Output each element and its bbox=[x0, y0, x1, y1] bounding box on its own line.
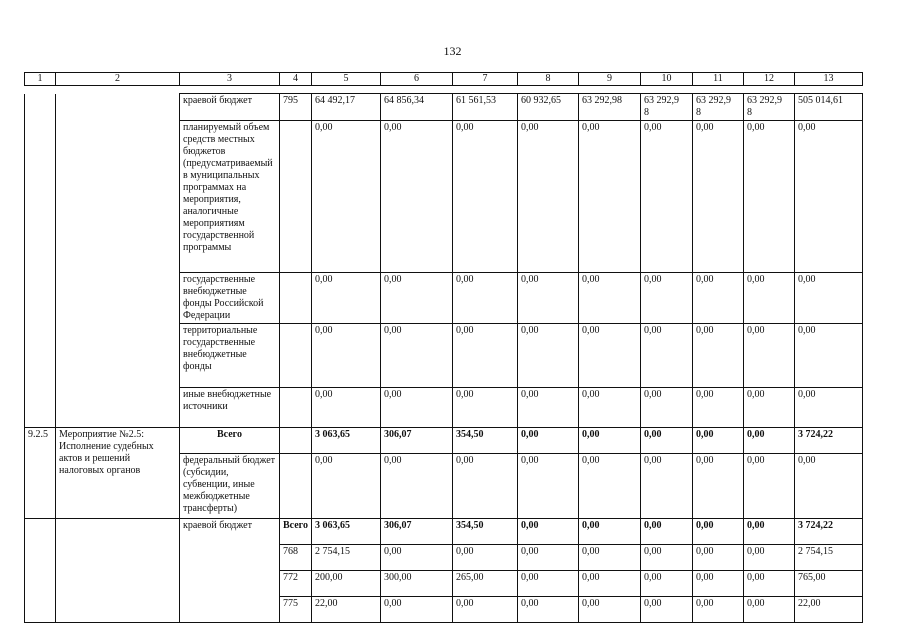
cell-value: 0,00 bbox=[579, 428, 641, 454]
cell-value: 63 292,9 8 bbox=[744, 94, 795, 121]
cell-value: 0,00 bbox=[795, 454, 863, 519]
cell-code: 772 bbox=[280, 571, 312, 597]
cell-value: 0,00 bbox=[453, 597, 518, 623]
cell-value: 0,00 bbox=[453, 454, 518, 519]
cell-source: государственные внебюджетные фонды Российской Федерации bbox=[180, 273, 280, 324]
cell-value: 0,00 bbox=[744, 428, 795, 454]
column-number-cell: 5 bbox=[312, 73, 381, 86]
column-number-cell: 4 bbox=[280, 73, 312, 86]
cell-value: 0,00 bbox=[641, 571, 693, 597]
cell-value: 2 754,15 bbox=[312, 545, 381, 571]
cell-value: 0,00 bbox=[518, 273, 579, 324]
cell-value: 3 724,22 bbox=[795, 428, 863, 454]
cell-source: планируемый объем средств местных бюджетов (предусматриваемый в муниципальных программах на мероприятия, аналогичные мероприятиям государственной программы bbox=[180, 121, 280, 273]
cell-value: 0,00 bbox=[381, 121, 453, 273]
cell-value: 3 063,65 bbox=[312, 428, 381, 454]
cell-value: 0,00 bbox=[693, 273, 744, 324]
cell-value: 0,00 bbox=[381, 545, 453, 571]
cell-value: 0,00 bbox=[453, 545, 518, 571]
cell-value: 0,00 bbox=[518, 454, 579, 519]
cell-value: 0,00 bbox=[693, 121, 744, 273]
cell-code bbox=[280, 388, 312, 428]
cell-value: 0,00 bbox=[579, 519, 641, 545]
cell-value: 0,00 bbox=[312, 121, 381, 273]
cell-value: 0,00 bbox=[693, 324, 744, 388]
cell-code bbox=[280, 428, 312, 454]
column-number-cell: 9 bbox=[579, 73, 641, 86]
cell-value: 64 856,34 bbox=[381, 94, 453, 121]
cell-value: 0,00 bbox=[579, 454, 641, 519]
cell-value: 64 492,17 bbox=[312, 94, 381, 121]
cell-value: 0,00 bbox=[744, 121, 795, 273]
cell-value: 306,07 bbox=[381, 428, 453, 454]
cell-number-empty bbox=[25, 519, 56, 623]
cell-value: 300,00 bbox=[381, 571, 453, 597]
cell-value: 0,00 bbox=[693, 454, 744, 519]
cell-value: 0,00 bbox=[312, 454, 381, 519]
cell-measure-name: Мероприятие №2.5: Исполнение судебных актов и решений налоговых органов bbox=[56, 428, 180, 519]
cell-value: 22,00 bbox=[795, 597, 863, 623]
cell-value: 3 063,65 bbox=[312, 519, 381, 545]
column-number-cell: 12 bbox=[744, 73, 795, 86]
cell-name-empty bbox=[56, 94, 180, 428]
cell-number-empty bbox=[25, 94, 56, 428]
cell-value: 0,00 bbox=[693, 428, 744, 454]
cell-value: 0,00 bbox=[453, 273, 518, 324]
column-number-cell: 6 bbox=[381, 73, 453, 86]
cell-value: 0,00 bbox=[641, 324, 693, 388]
cell-source: Всего bbox=[180, 428, 280, 454]
cell-value: 354,50 bbox=[453, 519, 518, 545]
cell-code: Всего bbox=[280, 519, 312, 545]
cell-name-empty bbox=[56, 519, 180, 623]
cell-value: 265,00 bbox=[453, 571, 518, 597]
cell-value: 306,07 bbox=[381, 519, 453, 545]
cell-value: 0,00 bbox=[795, 273, 863, 324]
cell-value: 0,00 bbox=[518, 545, 579, 571]
column-number-cell: 13 bbox=[795, 73, 863, 86]
table-row bbox=[25, 519, 863, 545]
cell-value: 61 561,53 bbox=[453, 94, 518, 121]
cell-value: 0,00 bbox=[744, 545, 795, 571]
cell-value: 0,00 bbox=[795, 121, 863, 273]
cell-value: 0,00 bbox=[381, 454, 453, 519]
cell-source: территориальные государственные внебюджетные фонды bbox=[180, 324, 280, 388]
cell-value: 0,00 bbox=[641, 454, 693, 519]
cell-value: 2 754,15 bbox=[795, 545, 863, 571]
cell-value: 0,00 bbox=[744, 519, 795, 545]
table-row bbox=[25, 94, 863, 121]
column-number-header bbox=[24, 72, 863, 86]
cell-value: 63 292,9 8 bbox=[693, 94, 744, 121]
cell-code bbox=[280, 273, 312, 324]
cell-code: 768 bbox=[280, 545, 312, 571]
page-number: 132 bbox=[443, 44, 462, 58]
cell-value: 0,00 bbox=[381, 273, 453, 324]
cell-value: 0,00 bbox=[693, 388, 744, 428]
column-number-cell: 2 bbox=[56, 73, 180, 86]
cell-value: 765,00 bbox=[795, 571, 863, 597]
cell-value: 0,00 bbox=[518, 597, 579, 623]
cell-value: 0,00 bbox=[641, 388, 693, 428]
cell-value: 0,00 bbox=[693, 519, 744, 545]
cell-value: 0,00 bbox=[381, 324, 453, 388]
cell-value: 0,00 bbox=[579, 597, 641, 623]
cell-source: федеральный бюджет (субсидии, субвенции, иные межбюджетные трансферты) bbox=[180, 454, 280, 519]
cell-value: 0,00 bbox=[641, 597, 693, 623]
cell-value: 0,00 bbox=[518, 428, 579, 454]
column-number-cell: 7 bbox=[453, 73, 518, 86]
cell-value: 0,00 bbox=[381, 597, 453, 623]
cell-number: 9.2.5 bbox=[25, 428, 56, 519]
cell-value: 0,00 bbox=[453, 324, 518, 388]
cell-value: 0,00 bbox=[693, 597, 744, 623]
cell-value: 0,00 bbox=[579, 324, 641, 388]
cell-value: 0,00 bbox=[518, 121, 579, 273]
cell-value: 0,00 bbox=[744, 571, 795, 597]
cell-value: 0,00 bbox=[579, 545, 641, 571]
column-number-cell: 11 bbox=[693, 73, 744, 86]
cell-value: 3 724,22 bbox=[795, 519, 863, 545]
cell-code bbox=[280, 324, 312, 388]
cell-value: 0,00 bbox=[641, 273, 693, 324]
cell-source: краевой бюджет bbox=[180, 94, 280, 121]
cell-value: 0,00 bbox=[744, 324, 795, 388]
cell-value: 0,00 bbox=[641, 428, 693, 454]
table-row bbox=[25, 428, 863, 454]
cell-source: краевой бюджет bbox=[180, 519, 280, 623]
cell-code bbox=[280, 121, 312, 273]
column-number-cell: 1 bbox=[25, 73, 56, 86]
cell-value: 0,00 bbox=[518, 388, 579, 428]
cell-value: 0,00 bbox=[744, 273, 795, 324]
cell-value: 0,00 bbox=[579, 121, 641, 273]
cell-value: 63 292,9 8 bbox=[641, 94, 693, 121]
cell-value: 200,00 bbox=[312, 571, 381, 597]
cell-value: 0,00 bbox=[693, 571, 744, 597]
cell-value: 0,00 bbox=[579, 388, 641, 428]
cell-value: 0,00 bbox=[744, 597, 795, 623]
cell-value: 0,00 bbox=[641, 121, 693, 273]
cell-code bbox=[280, 454, 312, 519]
cell-value: 0,00 bbox=[453, 121, 518, 273]
cell-code: 795 bbox=[280, 94, 312, 121]
column-number-cell: 3 bbox=[180, 73, 280, 86]
cell-code: 775 bbox=[280, 597, 312, 623]
cell-value: 0,00 bbox=[641, 545, 693, 571]
cell-value: 0,00 bbox=[744, 388, 795, 428]
cell-source: иные внебюджетные источники bbox=[180, 388, 280, 428]
cell-value: 60 932,65 bbox=[518, 94, 579, 121]
cell-value: 0,00 bbox=[381, 388, 453, 428]
cell-value: 0,00 bbox=[312, 388, 381, 428]
cell-value: 0,00 bbox=[693, 545, 744, 571]
budget-table bbox=[24, 93, 863, 623]
cell-value: 0,00 bbox=[579, 273, 641, 324]
cell-value: 0,00 bbox=[641, 519, 693, 545]
cell-value: 22,00 bbox=[312, 597, 381, 623]
column-number-cell: 8 bbox=[518, 73, 579, 86]
cell-value: 354,50 bbox=[453, 428, 518, 454]
cell-value: 0,00 bbox=[518, 324, 579, 388]
column-number-cell: 10 bbox=[641, 73, 693, 86]
cell-value: 0,00 bbox=[579, 571, 641, 597]
cell-value: 0,00 bbox=[312, 273, 381, 324]
cell-value: 0,00 bbox=[312, 324, 381, 388]
cell-value: 505 014,61 bbox=[795, 94, 863, 121]
cell-value: 0,00 bbox=[453, 388, 518, 428]
cell-value: 0,00 bbox=[744, 454, 795, 519]
cell-value: 63 292,98 bbox=[579, 94, 641, 121]
cell-value: 0,00 bbox=[795, 388, 863, 428]
cell-value: 0,00 bbox=[518, 571, 579, 597]
cell-value: 0,00 bbox=[795, 324, 863, 388]
cell-value: 0,00 bbox=[518, 519, 579, 545]
